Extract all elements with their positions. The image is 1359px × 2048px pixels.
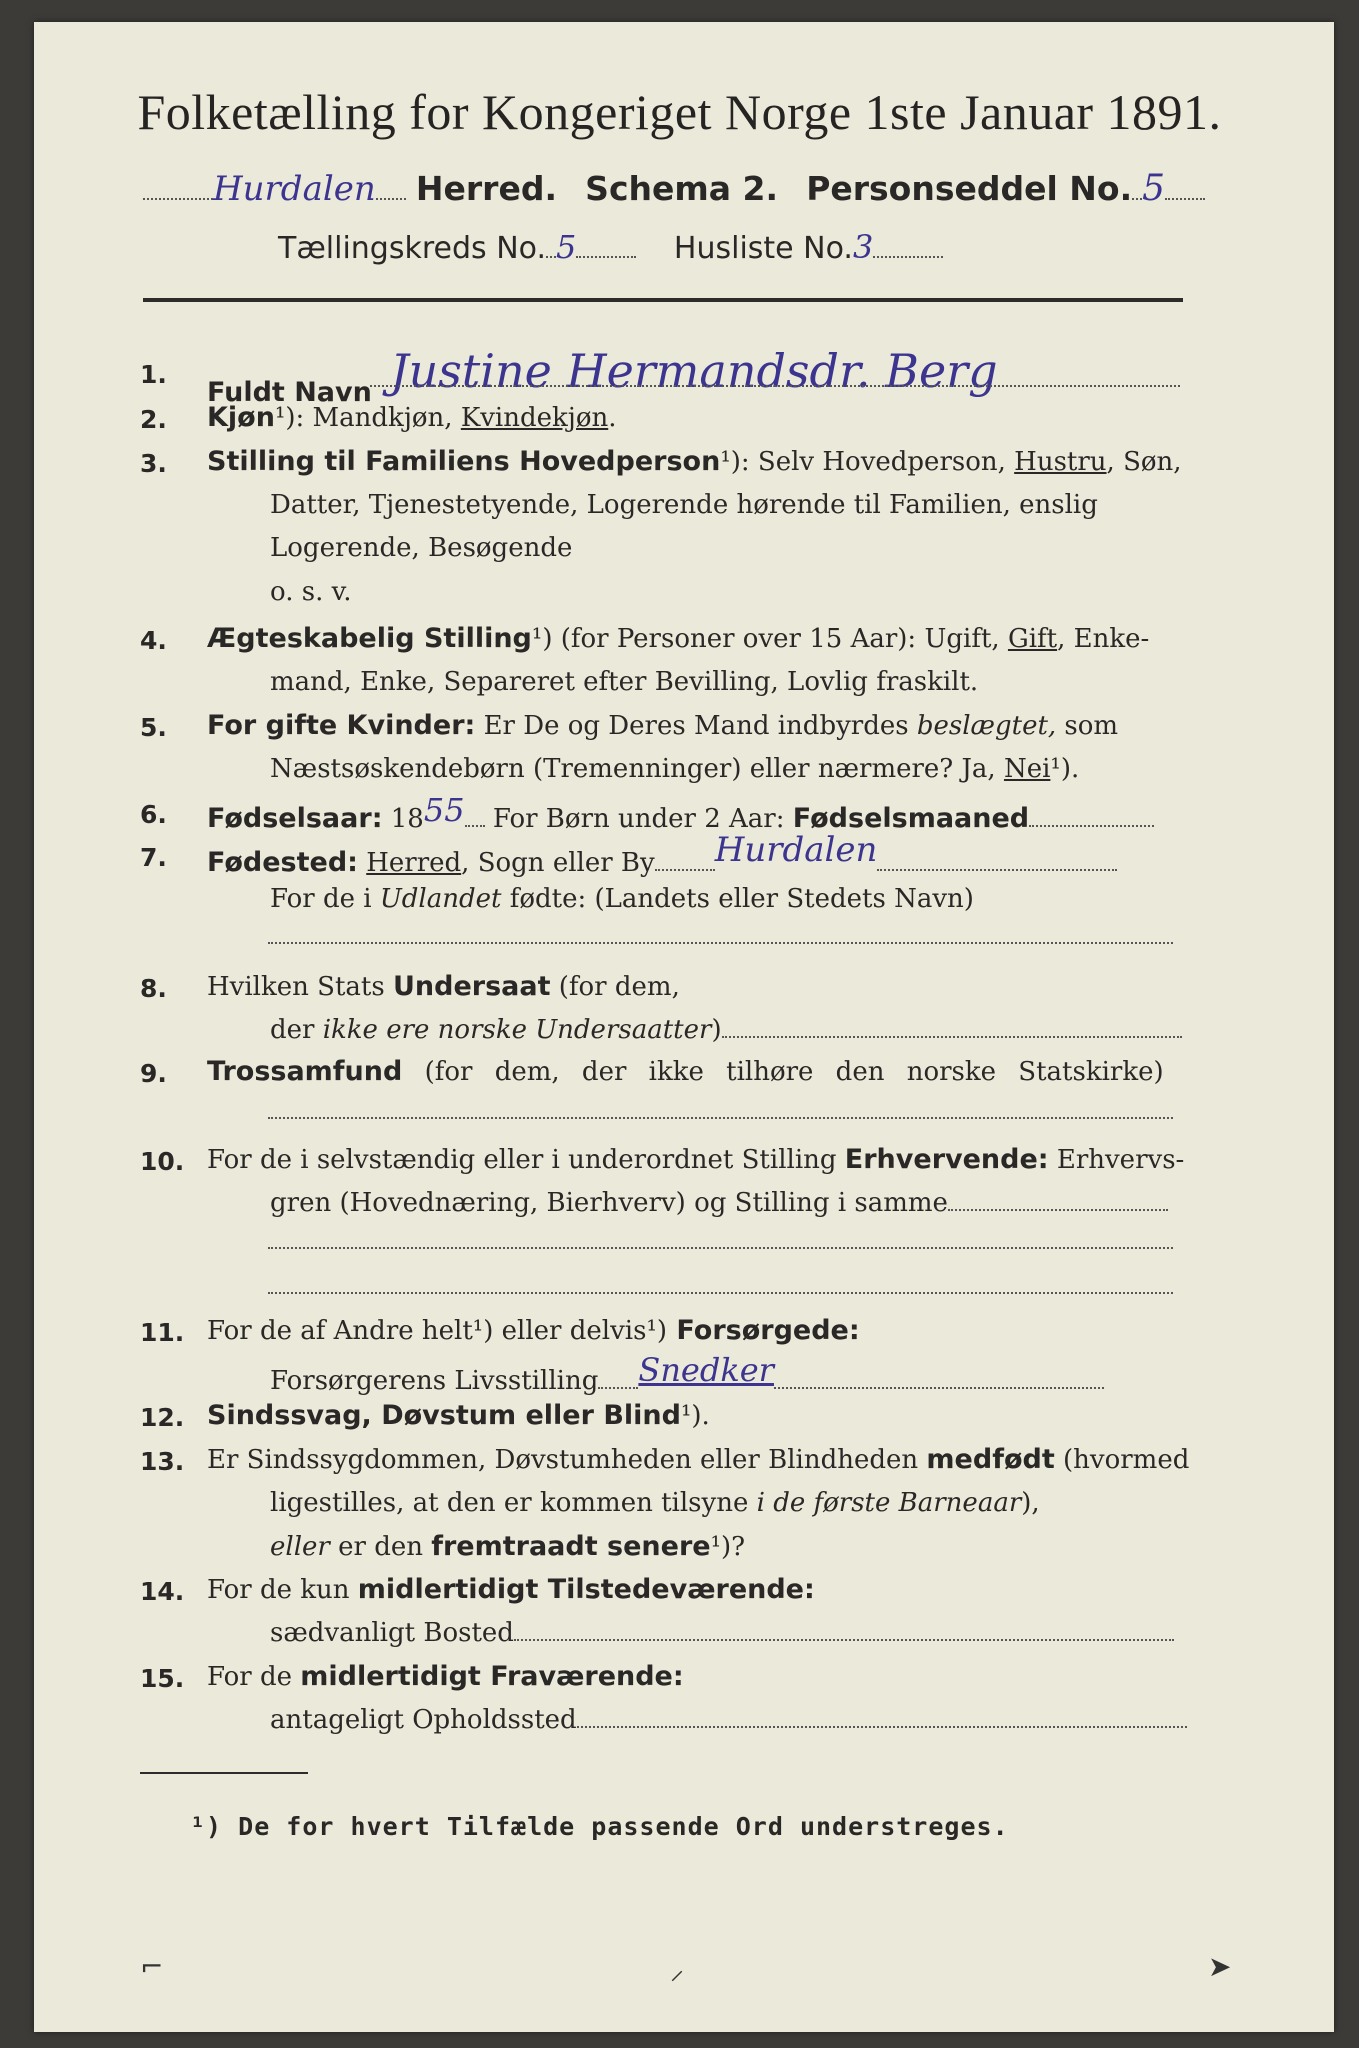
birthplace-label: Fødested:: [207, 847, 358, 878]
married-women-label: For gifte Kvinder:: [207, 710, 476, 741]
household-position-sup: ¹):: [720, 447, 750, 477]
item-14-line1: [207, 1574, 815, 1605]
birth-year-value: 55: [423, 791, 465, 829]
supported-text-a: For de af Andre helt: [207, 1316, 473, 1346]
form-title: Folketælling for Kongeriget Norge 1ste Januar 1891.: [137, 84, 1222, 140]
item-11-line2: [270, 1351, 1104, 1397]
item-9: [207, 1056, 1164, 1087]
item-5-line2: [270, 754, 1079, 784]
header-rule: [143, 298, 1183, 302]
item-2: [207, 402, 617, 433]
item-14-line2: [270, 1618, 1174, 1648]
item-number-3: 3.: [140, 449, 167, 478]
disability-label: Sindssvag, Døvstum eller Blind: [207, 1400, 681, 1431]
gender-sup: ¹):: [274, 403, 305, 433]
herred-value: Hurdalen: [213, 169, 376, 209]
citizenship-line2-italic: ikke ere norske Undersaatter: [322, 1015, 712, 1045]
item-number-6: 6.: [140, 800, 167, 829]
abroad-italic: Udlandet: [379, 884, 502, 914]
related-answer-selected: Nei: [1003, 754, 1051, 784]
supporter-occupation-value: Snedker: [638, 1351, 774, 1389]
usual-residence-label: sædvanligt Bosted: [270, 1618, 514, 1648]
personseddel-label: Personseddel No.: [806, 169, 1133, 208]
item-3-line3: Logerende, Besøgende: [270, 533, 573, 563]
related-question-text: Næstsøskendebørn (Tremenninger) eller nærmere? Ja,: [270, 754, 1004, 784]
kreds-label: Tællingskreds No.: [278, 231, 546, 266]
occupation-line2: gren (Hovednæring, Bierhverv) og Stilling i samme: [270, 1188, 948, 1218]
congenital-line2-a: ligestilles, at den er kommen tilsyne: [270, 1488, 757, 1518]
congenital-text-b: (hvormed: [1054, 1445, 1190, 1475]
item-6: [207, 791, 1154, 835]
congenital-line3-a: er den: [329, 1532, 432, 1562]
item-number-14: 14.: [140, 1577, 185, 1606]
footnote-rule: [140, 1772, 308, 1774]
husliste-value: 3: [852, 228, 874, 266]
herred-line: [143, 168, 1205, 209]
item-number-12: 12.: [140, 1403, 185, 1432]
item-number-8: 8.: [140, 974, 167, 1003]
item-15-line2: [270, 1705, 1187, 1735]
occupation-dots-2: [268, 1292, 1173, 1294]
marital-status-text-a: (for Personer over 15 Aar): Ugift,: [552, 624, 1008, 654]
item-13-line1: [207, 1444, 1189, 1475]
related-answer-end: ¹).: [1050, 754, 1080, 784]
item-number-2: 2.: [140, 405, 167, 434]
item-4-line2: mand, Enke, Separeret efter Bevilling, Lovlig fraskilt.: [270, 667, 979, 697]
abroad-text-a: For de i: [270, 884, 380, 914]
marital-status-selected: Gift: [1007, 624, 1058, 654]
household-position-selected: Hustru: [1014, 447, 1107, 477]
gender-label: Kjøn: [207, 402, 275, 433]
supported-label: Forsørgede:: [667, 1315, 860, 1346]
birth-year-prefix: 18: [382, 804, 424, 834]
citizenship-line2-b: ): [711, 1015, 722, 1045]
citizenship-text-b: (for dem,: [550, 972, 680, 1002]
item-number-15: 15.: [140, 1664, 185, 1693]
occupation-text-a: For de i selvstændig eller i underordnet Stilling: [207, 1145, 845, 1175]
item-10-line1: [207, 1144, 1184, 1175]
congenital-line3-b: ¹)?: [710, 1532, 746, 1562]
full-name-dots: [370, 385, 1180, 387]
item-number-10: 10.: [140, 1147, 185, 1176]
item-7-line2: [270, 884, 974, 914]
item-10-line2: [270, 1188, 1168, 1218]
gender-end: .: [608, 403, 617, 433]
item-number-7: 7.: [140, 843, 167, 872]
gender-option-male: Mandkjøn,: [304, 403, 461, 433]
item-number-9: 9.: [140, 1059, 167, 1088]
congenital-label: medfødt: [926, 1444, 1055, 1475]
household-position-text-a: Selv Hovedperson,: [749, 447, 1015, 477]
item-12: [207, 1400, 710, 1431]
supported-sup2: ¹): [646, 1316, 668, 1346]
full-name-label: Fuldt Navn: [207, 377, 372, 408]
birth-month-question: For Børn under 2 Aar:: [484, 804, 793, 834]
disability-sup: ¹).: [680, 1401, 710, 1431]
full-name-value: Justine Hermandsdr. Berg: [390, 344, 998, 398]
corner-mark-left: ⌐: [140, 1950, 164, 1983]
probable-residence-label: antageligt Opholdssted: [270, 1705, 577, 1735]
item-13-line3: [270, 1531, 745, 1562]
personseddel-value: 5: [1142, 168, 1166, 209]
item-number-4: 4.: [140, 626, 167, 655]
citizenship-label: Undersaat: [392, 971, 551, 1002]
birth-year-label: Fødselsaar:: [207, 803, 383, 834]
abroad-text-b: fødte: (Landets eller Stedets Navn): [501, 884, 974, 914]
item-8-line2: [270, 1015, 1182, 1045]
marital-status-label: Ægteskabelig Stilling: [207, 623, 532, 654]
supporter-occupation-label: Forsørgerens Livsstilling: [270, 1366, 599, 1396]
footnote: ¹) De for hvert Tilfælde passende Ord understreges.: [190, 1812, 1009, 1841]
household-position-label: Stilling til Familiens Hovedperson: [207, 446, 721, 477]
corner-mark-center: ⸝: [670, 1953, 685, 1986]
marital-status-text-b: , Enke-: [1057, 624, 1150, 654]
temp-absent-text: For de: [207, 1662, 301, 1692]
supported-sup1: ¹): [472, 1316, 494, 1346]
married-women-text-a: Er De og Deres Mand indbyrdes: [475, 711, 917, 741]
congenital-text-a: Er Sindssygdommen, Døvstumheden eller Blindheden: [207, 1445, 927, 1475]
kreds-value: 5: [556, 228, 577, 266]
religion-label: Trossamfund: [207, 1056, 403, 1087]
occupation-dots-1: [268, 1247, 1173, 1249]
birth-month-label: Fødselsmaaned: [792, 803, 1030, 834]
married-women-italic: beslægtet,: [916, 711, 1057, 741]
schema-label: Schema 2.: [585, 169, 779, 208]
household-position-text-b: , Søn,: [1106, 447, 1182, 477]
married-women-text-b: som: [1056, 711, 1119, 741]
item-4-line1: [207, 623, 1149, 654]
item-7-line1: [207, 830, 1117, 880]
item-13-line2: [270, 1488, 1040, 1518]
occupation-label: Erhvervende:: [844, 1144, 1049, 1175]
item-8-line1: [207, 971, 680, 1002]
occupation-text-b: Erhvervs-: [1048, 1145, 1185, 1175]
religion-dots: [268, 1117, 1173, 1119]
birthplace-selected: Herred: [366, 848, 462, 878]
supported-text-b: eller delvis: [493, 1316, 647, 1346]
citizenship-text-a: Hvilken Stats: [207, 972, 393, 1002]
later-onset-label: fremtraadt senere: [431, 1531, 711, 1562]
congenital-line2-italic: i de første Barneaar: [756, 1488, 1022, 1518]
corner-mark-right: ➤: [1208, 1950, 1232, 1983]
husliste-label: Husliste No.: [673, 231, 853, 266]
citizenship-line2-a: der: [270, 1015, 323, 1045]
item-11-line1: [207, 1315, 860, 1346]
gender-option-female: Kvindekjøn: [460, 403, 609, 433]
temp-present-text: For de kun: [207, 1575, 358, 1605]
herred-label: Herred.: [415, 169, 557, 208]
item-3-line2: Datter, Tjenestetyende, Logerende hørende til Familien, enslig: [270, 490, 1098, 520]
congenital-line2-b: ),: [1021, 1488, 1040, 1518]
item-number-5: 5.: [140, 713, 167, 742]
temp-absent-label: midlertidigt Fraværende:: [300, 1661, 684, 1692]
item-number-13: 13.: [140, 1447, 185, 1476]
item-5-line1: [207, 710, 1118, 741]
temp-present-label: midlertidigt Tilstedeværende:: [357, 1574, 815, 1605]
item-15-line1: [207, 1661, 684, 1692]
congenital-line3-italic: eller: [270, 1532, 330, 1562]
item-3-line1: [207, 446, 1182, 477]
marital-status-sup: ¹): [531, 624, 553, 654]
item-number-11: 11.: [140, 1318, 185, 1347]
abroad-dots: [268, 942, 1173, 944]
item-number-1: 1.: [140, 360, 167, 389]
birthplace-options: , Sogn eller By: [461, 848, 655, 878]
item-3-line4: o. s. v.: [270, 577, 352, 607]
birthplace-value: Hurdalen: [714, 830, 878, 870]
kreds-line: [278, 228, 943, 266]
religion-text: (for dem, der ikke tilhøre den norske Statskirke): [402, 1057, 1164, 1087]
